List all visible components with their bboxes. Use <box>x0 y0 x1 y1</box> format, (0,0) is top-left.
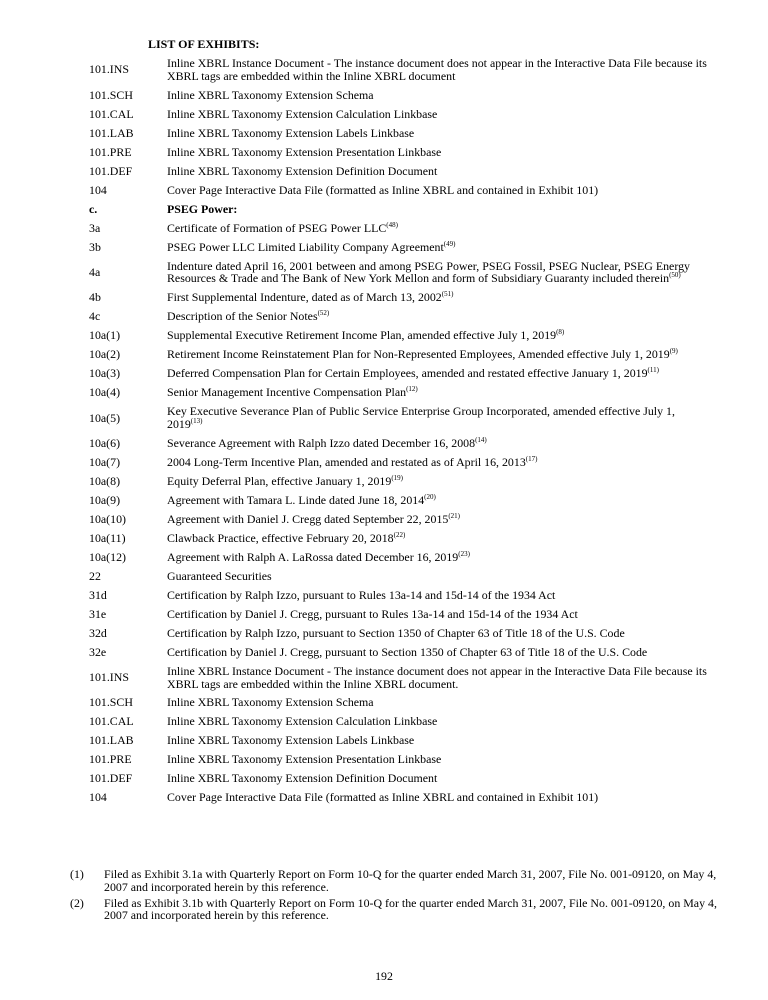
footnote-reference: (23) <box>458 549 470 558</box>
exhibit-description <box>167 589 709 602</box>
exhibit-description <box>167 329 709 342</box>
exhibit-description <box>167 734 709 747</box>
exhibit-row <box>89 124 709 143</box>
exhibit-number: 10a(8) <box>89 473 121 488</box>
exhibit-description <box>167 772 709 785</box>
exhibit-number: 10a(6) <box>89 435 121 450</box>
exhibit-description-text: Inline XBRL Taxonomy Extension Definition Document <box>167 771 438 786</box>
footnote-reference: (11) <box>647 366 659 375</box>
footnote <box>70 897 720 923</box>
exhibit-row <box>89 162 709 181</box>
exhibit-description-text: Inline XBRL Taxonomy Extension Presentation Linkbase <box>167 752 442 767</box>
exhibit-number: 101.SCH <box>89 87 133 102</box>
footnote-reference: (22) <box>393 530 406 539</box>
footnote-reference: (20) <box>424 492 436 501</box>
footnote-reference: (9) <box>669 347 678 356</box>
exhibit-row <box>89 238 709 257</box>
exhibit-row <box>89 491 709 510</box>
exhibit-row <box>89 364 709 383</box>
exhibit-description <box>167 456 709 469</box>
exhibit-row <box>89 143 709 162</box>
exhibit-description-text: Agreement with Daniel J. Cregg dated September 22, 2015 <box>167 511 449 526</box>
exhibit-number: 4a <box>89 264 101 279</box>
exhibit-description-text: Inline XBRL Taxonomy Extension Calculation Linkbase <box>167 714 438 729</box>
exhibit-description-text: Inline XBRL Taxonomy Extension Definition Document <box>167 163 438 178</box>
exhibit-number: 10a(10) <box>89 511 126 526</box>
exhibit-description <box>167 665 709 691</box>
exhibit-row <box>89 288 709 307</box>
footnote-reference: (8) <box>556 328 565 337</box>
footnote-text: Filed as Exhibit 3.1b with Quarterly Report on Form 10-Q for the quarter ended March 31, 2007, File No. 001-09120, on May 4, 2007 and incorporated herein by this reference. <box>104 895 717 923</box>
exhibit-number: 101.LAB <box>89 733 134 748</box>
exhibit-description-text: Description of the Senior Notes <box>167 309 318 324</box>
exhibit-row <box>89 472 709 491</box>
exhibit-description <box>167 348 709 361</box>
exhibit-description <box>167 310 709 323</box>
exhibit-number: 31e <box>89 606 107 621</box>
exhibit-row <box>89 200 709 219</box>
exhibit-description-text: Cover Page Interactive Data File (formatted as Inline XBRL and contained in Exhibit 101) <box>167 182 599 197</box>
exhibit-description-text: Certification by Ralph Izzo, pursuant to Section 1350 of Chapter 63 of Title 18 of the U.S. Code <box>167 625 625 640</box>
exhibit-row <box>89 181 709 200</box>
exhibit-description <box>167 57 709 83</box>
exhibit-description-text: Supplemental Executive Retirement Income Plan, amended effective July 1, 2019 <box>167 328 557 343</box>
exhibit-description <box>167 127 709 140</box>
exhibit-number: 104 <box>89 182 107 197</box>
exhibit-number: 101.PRE <box>89 752 132 767</box>
footnote-reference: (49) <box>443 239 456 248</box>
exhibit-description-text: Inline XBRL Taxonomy Extension Schema <box>167 87 374 102</box>
footnote-reference: (17) <box>525 454 538 463</box>
exhibit-number: 101.DEF <box>89 163 133 178</box>
exhibit-number: 4c <box>89 309 101 324</box>
exhibit-number: 10a(12) <box>89 549 126 564</box>
exhibit-number: 10a(2) <box>89 347 121 362</box>
exhibit-description <box>167 184 709 197</box>
exhibit-number: 101.CAL <box>89 714 134 729</box>
exhibit-row <box>89 257 709 289</box>
exhibit-row <box>89 624 709 643</box>
exhibit-description-text: PSEG Power: <box>167 201 238 216</box>
exhibit-row <box>89 750 709 769</box>
exhibit-row <box>89 567 709 586</box>
exhibit-description-text: Guaranteed Securities <box>167 568 272 583</box>
exhibit-number: 101.INS <box>89 670 129 685</box>
exhibit-row <box>89 86 709 105</box>
exhibit-number: 10a(5) <box>89 410 121 425</box>
exhibit-number: 101.SCH <box>89 695 133 710</box>
exhibit-description-text: Inline XBRL Taxonomy Extension Calculation Linkbase <box>167 106 438 121</box>
exhibit-description-text: Inline XBRL Instance Document - The instance document does not appear in the Interactive Data File because its XBRL tags are embedded within the Inline XBRL document. <box>167 663 707 691</box>
exhibit-description-text: Senior Management Incentive Compensation Plan <box>167 385 407 400</box>
exhibit-row <box>89 731 709 750</box>
exhibit-description <box>167 696 709 709</box>
exhibit-description-text: Agreement with Ralph A. LaRossa dated December 16, 2019 <box>167 549 459 564</box>
exhibit-number: c. <box>89 201 98 216</box>
exhibits-heading: LIST OF EXHIBITS: <box>148 37 260 51</box>
exhibit-description-text: Equity Deferral Plan, effective January 1, 2019 <box>167 473 392 488</box>
exhibit-description-text: Certification by Ralph Izzo, pursuant to Rules 13a-14 and 15d-14 of the 1934 Act <box>167 587 556 602</box>
footnote-text: Filed as Exhibit 3.1a with Quarterly Report on Form 10-Q for the quarter ended March 31, 2007, File No. 001-09120, on May 4, 2007 and incorporated herein by this reference. <box>104 867 717 894</box>
exhibit-description <box>167 203 709 216</box>
exhibit-description <box>167 222 709 235</box>
exhibit-description <box>167 551 709 564</box>
footnote-reference: (52) <box>317 309 330 318</box>
footnote-reference: (12) <box>406 385 418 394</box>
exhibit-number: 10a(9) <box>89 492 121 507</box>
exhibit-number: 10a(4) <box>89 385 121 400</box>
exhibit-number: 101.LAB <box>89 125 134 140</box>
exhibit-row <box>89 586 709 605</box>
exhibit-description-text: Indenture dated April 16, 2001 between and among PSEG Power, PSEG Fossil, PSEG Nuclear, PSEG Energy Resources & Trade and The Bank of New York Mellon and form of Subsidiary Guaranty included therein <box>167 258 690 286</box>
footnote-number: (2) <box>70 895 84 910</box>
exhibit-row <box>89 219 709 238</box>
exhibit-row <box>89 712 709 731</box>
exhibit-row <box>89 605 709 624</box>
footnotes <box>70 868 720 925</box>
exhibit-row <box>89 453 709 472</box>
exhibit-row <box>89 788 709 807</box>
exhibit-description <box>167 367 709 380</box>
page-number: 192 <box>375 969 393 983</box>
exhibit-number: 3b <box>89 239 101 254</box>
exhibit-number: 10a(11) <box>89 530 126 545</box>
footnote-reference: (21) <box>448 511 461 520</box>
exhibit-number: 101.PRE <box>89 144 132 159</box>
exhibit-description-text: Certificate of Formation of PSEG Power LLC <box>167 220 387 235</box>
exhibit-description <box>167 494 709 507</box>
exhibit-row <box>89 402 709 434</box>
exhibit-row <box>89 548 709 567</box>
exhibit-description <box>167 165 709 178</box>
exhibit-description-text: First Supplemental Indenture, dated as of March 13, 2002 <box>167 290 442 305</box>
exhibit-description <box>167 89 709 102</box>
exhibit-description-text: Severance Agreement with Ralph Izzo dated December 16, 2008 <box>167 435 476 450</box>
exhibit-description-text: Retirement Income Reinstatement Plan for Non-Represented Employees, Amended effective July 1, 2019 <box>167 347 670 362</box>
footnote <box>70 868 720 894</box>
exhibit-description-text: Cover Page Interactive Data File (formatted as Inline XBRL and contained in Exhibit 101) <box>167 790 599 805</box>
exhibit-description <box>167 437 709 450</box>
exhibit-description <box>167 475 709 488</box>
exhibit-row <box>89 510 709 529</box>
footnote-number: (1) <box>70 867 84 881</box>
footnote-reference: (19) <box>391 473 403 482</box>
exhibit-row <box>89 105 709 124</box>
exhibit-description <box>167 146 709 159</box>
exhibit-row <box>89 345 709 364</box>
exhibit-description <box>167 260 709 286</box>
exhibit-row <box>89 54 709 86</box>
exhibit-number: 10a(3) <box>89 366 121 381</box>
exhibit-number: 22 <box>89 568 101 583</box>
exhibit-description <box>167 608 709 621</box>
footnote-reference: (50) <box>669 271 681 280</box>
exhibit-description-text: Inline XBRL Taxonomy Extension Labels Linkbase <box>167 125 415 140</box>
exhibit-row <box>89 769 709 788</box>
exhibit-description-text: Inline XBRL Taxonomy Extension Labels Linkbase <box>167 733 415 748</box>
exhibit-description <box>167 627 709 640</box>
exhibit-description-text: Inline XBRL Taxonomy Extension Schema <box>167 695 374 710</box>
exhibit-description <box>167 241 709 254</box>
exhibit-description-text: PSEG Power LLC Limited Liability Company Agreement <box>167 239 444 254</box>
exhibit-description-text: Inline XBRL Instance Document - The instance document does not appear in the Interactive Data File because its XBRL tags are embedded within the Inline XBRL document <box>167 56 707 83</box>
exhibit-description-text: Key Executive Severance Plan of Public Service Enterprise Group Incorporated, amended effective July 1, 2019 <box>167 404 675 431</box>
exhibit-number: 101.INS <box>89 62 129 77</box>
exhibit-description-text: Inline XBRL Taxonomy Extension Presentation Linkbase <box>167 144 442 159</box>
exhibit-description <box>167 753 709 766</box>
exhibit-row <box>89 434 709 453</box>
exhibit-number: 10a(1) <box>89 328 121 343</box>
exhibit-number: 104 <box>89 790 107 805</box>
exhibit-description-text: Clawback Practice, effective February 20, 2018 <box>167 530 394 545</box>
exhibit-description-text: Deferred Compensation Plan for Certain Employees, amended and restated effective January 1, 2019 <box>167 366 648 381</box>
exhibit-description <box>167 386 709 399</box>
exhibit-number: 101.CAL <box>89 106 134 121</box>
exhibit-description <box>167 646 709 659</box>
exhibit-row <box>89 643 709 662</box>
exhibit-row <box>89 693 709 712</box>
exhibit-row <box>89 529 709 548</box>
exhibit-description-text: Certification by Daniel J. Cregg, pursuant to Rules 13a-14 and 15d-14 of the 1934 Act <box>167 606 578 621</box>
exhibit-description <box>167 108 709 121</box>
exhibit-description <box>167 513 709 526</box>
exhibit-number: 3a <box>89 220 101 235</box>
footnote-reference: (13) <box>190 417 203 426</box>
footnote-reference: (48) <box>386 220 398 229</box>
footnote-reference: (51) <box>441 290 454 299</box>
exhibit-number: 101.DEF <box>89 771 133 786</box>
exhibit-description-text: Agreement with Tamara L. Linde dated June 18, 2014 <box>167 492 425 507</box>
exhibit-description <box>167 291 709 304</box>
exhibit-number: 4b <box>89 290 101 305</box>
exhibit-list <box>89 54 709 807</box>
exhibit-description <box>167 570 709 583</box>
exhibit-row <box>89 383 709 402</box>
exhibit-description <box>167 405 709 431</box>
exhibit-number: 10a(7) <box>89 454 121 469</box>
exhibit-number: 32e <box>89 644 107 659</box>
exhibit-row <box>89 326 709 345</box>
exhibit-number: 31d <box>89 587 107 602</box>
exhibit-description-text: Certification by Daniel J. Cregg, pursuant to Section 1350 of Chapter 63 of Title 18 of the U.S. Code <box>167 644 648 659</box>
footnote-reference: (14) <box>475 435 487 444</box>
exhibit-description <box>167 532 709 545</box>
exhibit-number: 32d <box>89 625 107 640</box>
exhibit-row <box>89 662 709 694</box>
exhibit-row <box>89 307 709 326</box>
exhibit-description <box>167 791 709 804</box>
exhibit-description <box>167 715 709 728</box>
exhibit-description-text: 2004 Long-Term Incentive Plan, amended and restated as of April 16, 2013 <box>167 454 526 469</box>
